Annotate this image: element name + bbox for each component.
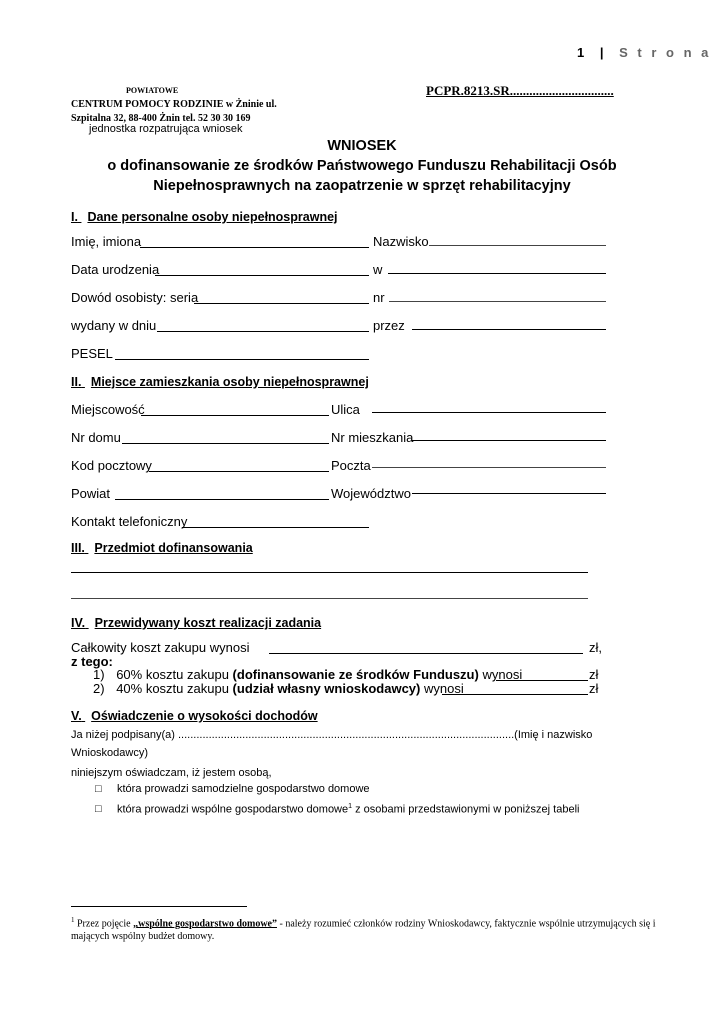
post-office-field[interactable] (372, 467, 606, 468)
section-4-number: IV. (71, 616, 86, 630)
org-name: CENTRUM POMOCY RODZINIE w Żninie ul. (71, 99, 277, 110)
page-number-value: 1 (577, 45, 588, 60)
fund-amount-field[interactable] (496, 680, 588, 681)
issued-on-field[interactable] (157, 331, 369, 332)
voivodeship-field[interactable] (412, 493, 606, 494)
birth-date-label: Data urodzenia (71, 262, 160, 277)
footnote-text: - należy rozumieć członków rodziny Wnioskodawcy, faktycznie wspólnie utrzymujących się i mających wspólny budżet domowy. (71, 918, 656, 943)
org-address: Szpitalna 32, 88-400 Żnin tel. 52 30 30 169 (71, 113, 251, 124)
id-series-label: Dowód osobisty: seria (71, 290, 199, 305)
own-contribution-field[interactable] (442, 694, 588, 695)
declaration-line-2: Wnioskodawcy) (71, 747, 149, 759)
checkbox-shared-household[interactable]: □ (95, 803, 102, 815)
option-shared-household (117, 803, 579, 816)
id-number-label: nr (373, 290, 385, 305)
declaration-line-3: niniejszym oświadczam, iż jestem osobą, (71, 767, 272, 779)
apartment-number-label: Nr mieszkania (331, 430, 414, 445)
section-5-title: Oświadczenie o wysokości dochodów (91, 709, 318, 723)
cost-item-2 (93, 681, 464, 696)
section-5-number: V. (71, 709, 82, 723)
footnote-number: 1 (71, 916, 75, 924)
cost-item-1-text: 60% kosztu zakupu (116, 667, 229, 682)
birth-place-field[interactable] (388, 273, 606, 274)
section-3-number: III. (71, 541, 85, 555)
total-cost-field[interactable] (269, 653, 583, 654)
cost-item-1 (93, 667, 522, 682)
footnote (71, 914, 659, 943)
name-field[interactable] (140, 247, 369, 248)
cost-item-2-number: 2) (93, 681, 105, 696)
footnote-term: „wspólne gospodarstwo domowe” (133, 918, 277, 930)
org-small-label: POWIATOWE (126, 86, 179, 95)
fund-amount-currency: zł (589, 667, 599, 682)
phone-field[interactable] (182, 527, 369, 528)
post-office-label: Poczta (331, 458, 371, 473)
county-field[interactable] (115, 499, 329, 500)
footnote-ref: 1 (348, 803, 353, 810)
apartment-number-field[interactable] (412, 440, 606, 441)
pesel-field[interactable] (115, 359, 369, 360)
total-cost-currency: zł, (589, 640, 602, 655)
id-number-field[interactable] (389, 301, 606, 302)
section-5-heading (71, 709, 318, 723)
section-1-title: Dane personalne osoby niepełnosprawnej (87, 210, 338, 224)
option-shared-household-text: która prowadzi wspólne gospodarstwo domowe (117, 803, 349, 816)
street-label: Ulica (331, 402, 360, 417)
birth-date-field[interactable] (155, 275, 369, 276)
city-field[interactable] (141, 415, 329, 416)
option-own-household: która prowadzi samodzielne gospodarstwo domowe (117, 783, 370, 795)
street-field[interactable] (372, 412, 606, 413)
reference-number: PCPR.8213.SR................................ (426, 83, 614, 98)
id-series-field[interactable] (194, 303, 369, 304)
declaration-line-1: Ja niżej podpisany(a) ..............................................................................................................(Imię i nazwisko (71, 729, 593, 741)
cost-item-1-bold: (dofinansowanie ze środków Funduszu) (232, 667, 479, 682)
pesel-label: PESEL (71, 346, 113, 361)
section-4-heading (71, 616, 321, 630)
own-contribution-currency: zł (589, 681, 599, 696)
house-number-label: Nr domu (71, 430, 121, 445)
surname-field[interactable] (429, 245, 606, 246)
postal-code-label: Kod pocztowy (71, 458, 152, 473)
cost-item-2-bold: (udział własny wnioskodawcy) (232, 681, 421, 696)
issued-by-field[interactable] (412, 329, 606, 330)
postal-code-field[interactable] (149, 471, 329, 472)
issued-by-label: przez (373, 318, 405, 333)
page-number: 1 | S t r o n a (577, 45, 712, 60)
section-3-heading (71, 541, 253, 555)
section-3-title: Przedmiot dofinansowania (94, 541, 253, 555)
issued-on-label: wydany w dniu (71, 318, 157, 333)
county-label: Powiat (71, 486, 111, 501)
voivodeship-label: Województwo (331, 486, 411, 501)
page-label: S t r o n a (619, 45, 712, 60)
subject-field-line-2[interactable] (71, 598, 588, 599)
section-4-title: Przewidywany koszt realizacji zadania (94, 616, 322, 630)
option-shared-household-suffix: z osobami przedstawionymi w poniższej tabeli (352, 803, 580, 816)
phone-label: Kontakt telefoniczny (71, 514, 188, 529)
cost-item-1-suffix: wynosi (482, 667, 523, 682)
birth-place-label: w (373, 262, 383, 277)
footnote-separator (71, 906, 247, 907)
subject-field-line-1[interactable] (71, 572, 588, 573)
section-2-number: II. (71, 375, 82, 389)
house-number-field[interactable] (122, 443, 329, 444)
org-role: jednostka rozpatrująca wniosek (89, 123, 243, 135)
name-label: Imię, imiona (71, 234, 142, 249)
document-subtitle-1: o dofinansowanie ze środków Państwowego Funduszu Rehabilitacji Osób (107, 158, 617, 174)
section-2-heading (71, 375, 369, 389)
of-which-label: z tego: (71, 654, 113, 669)
document-subtitle-2: Niepełnosprawnych na zaopatrzenie w sprzęt rehabilitacyjny (153, 178, 571, 194)
footnote-intro: Przez pojęcie (74, 918, 134, 930)
section-2-title: Miejsce zamieszkania osoby niepełnosprawnej (90, 375, 369, 389)
city-label: Miejscowość (71, 402, 145, 417)
section-1-heading (71, 210, 338, 224)
document-title: WNIOSEK (327, 138, 397, 154)
cost-item-2-text: 40% kosztu zakupu (116, 681, 229, 696)
cost-item-2-suffix: wynosi (424, 681, 464, 696)
surname-label: Nazwisko (373, 234, 429, 249)
cost-item-1-number: 1) (93, 667, 105, 682)
checkbox-own-household[interactable]: □ (95, 783, 102, 795)
section-1-number: I. (71, 210, 78, 224)
total-cost-label: Całkowity koszt zakupu wynosi (71, 640, 250, 655)
